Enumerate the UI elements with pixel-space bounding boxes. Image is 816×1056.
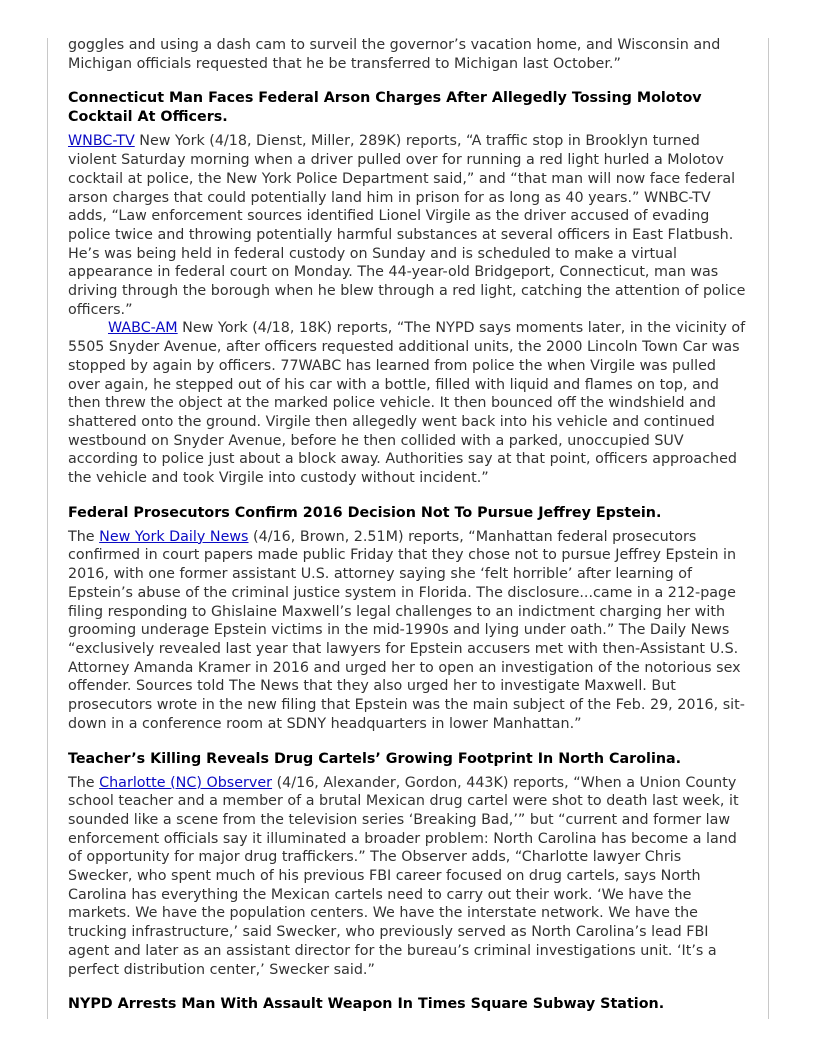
source-link-wabc-am[interactable]: WABC-AM [108,320,178,337]
continued-paragraph: goggles and using a dash cam to surveil the governor’s vacation home, and Wisconsin and Michigan officials requested that he be transferred to Michigan last October.” [68,37,721,72]
story-headline: Connecticut Man Faces Federal Arson Charges After Allegedly Tossing Molotov Cocktail At Officers. [68,90,702,126]
story-paragraph [68,319,748,487]
source-link-charlotte-observer[interactable]: Charlotte (NC) Observer [99,774,273,791]
paragraph-text: The [68,774,100,791]
story-headline: NYPD Arrests Man With Assault Weapon In Times Square Subway Station. [68,996,665,1013]
source-link-ny-daily-news[interactable]: New York Daily News [99,528,249,545]
paragraph-text: New York (4/18, 18K) reports, “The NYPD says moments later, in the vicinity of 5505 Snyder Avenue, after officers requested additional units, the 2000 Lincoln Town Car was stopped by again by officers. 77WABC has learned from police the when Virgile was pulled over again, he stepped out of his car with a bottle, filled with liquid and flames on top, and then threw the object at the marked police vehicle. It then bounced off the windshield and shattered onto the ground. Virgile then allegedly went back into his vehicle and continued westbound on Snyder Avenue, before he then collided with a parked, unoccupied SUV according to police just about a block away. Authorities say at that point, officers approached the vehicle and took Virgile into custody without incident.” [68,320,746,487]
story-headline: Teacher’s Killing Reveals Drug Cartels’ Growing Footprint In North Carolina. [68,750,682,767]
paragraph-text: (4/16, Alexander, Gordon, 443K) reports, “When a Union County school teacher and a member of a brutal Mexican drug cartel were shot to death last week, it sounded like a scene from the television series ‘Breaking Bad,’” but “current and former law enforcement officials say it illuminated a broader problem: North Carolina has become a land of opportunity for major drug traffickers.” The Observer adds, “Charlotte lawyer Chris Swecker, who spent much of his previous FBI career focused on drug cartels, says North Carolina has everything the Mexican cartels need to carry out their work. ‘We have the markets. We have the population centers. We have the interstate network. We have the trucking infrastructure,’ said Swecker, who previously served as North Carolina’s lead FBI agent and later as an assistant director for the bureau’s criminal investigations unit. ‘It’s a perfect distribution center,’ Swecker said.” [68,774,739,978]
paragraph-text: (4/16, Brown, 2.51M) reports, “Manhattan federal prosecutors confirmed in court papers made public Friday that they chose not to pursue Jeffrey Epstein in 2016, with one former assistant U.S. attorney saying she ‘felt horrible’ after learning of Epstein’s abuse of the criminal justice system in Florida. The disclosure...came in a 212-page filing responding to Ghislaine Maxwell’s legal challenges to an indictment charging her with grooming underage Epstein victims in the mid-1990s and lying under oath.” The Daily News “exclusively revealed last year that lawyers for Epstein accusers met with then-Assistant U.S. Attorney Amanda Kramer in 2016 and urged her to open an investigation of the notorious sex offender. Sources told The News that they also urged her to investigate Maxwell. But prosecutors wrote in the new filing that Epstein was the main subject of the Feb. 29, 2016, sit-down in a conference room at SDNY headquarters in lower Manhattan.” [68,528,745,732]
document-body [68,36,748,1019]
story-nypd-arrest [68,995,748,1014]
source-link-wnbc-tv[interactable]: WNBC-TV [68,133,135,150]
story-drug-cartels [68,750,748,980]
story-arson [68,89,748,487]
story-paragraph [68,528,748,734]
story-paragraph [68,774,748,980]
story-headline: Federal Prosecutors Confirm 2016 Decision Not To Pursue Jeffrey Epstein. [68,504,662,521]
left-margin-rule [47,38,48,1019]
paragraph-text: New York (4/18, Dienst, Miller, 289K) reports, “A traffic stop in Brooklyn turned violent Saturday morning when a driver pulled over for running a red light hurled a Molotov cocktail at police, the New York Police Department said,” and “that man will now face federal arson charges that could potentially land him in prison for as long as 40 years.” WNBC-TV adds, “Law enforcement sources identified Lionel Virgile as the driver accused of evading police twice and throwing potentially harmful substances at several officers in East Flatbush. He’s was being held in federal custody on Sunday and is scheduled to make a virtual appearance in federal court on Monday. The 44-year-old Bridgeport, Connecticut, man was driving through the borough when he blew through a red light, catching the attention of police officers.” [68,133,746,318]
right-margin-rule [768,38,769,1019]
story-epstein [68,504,748,734]
story-paragraph [68,132,748,319]
paragraph-text: The [68,528,100,545]
